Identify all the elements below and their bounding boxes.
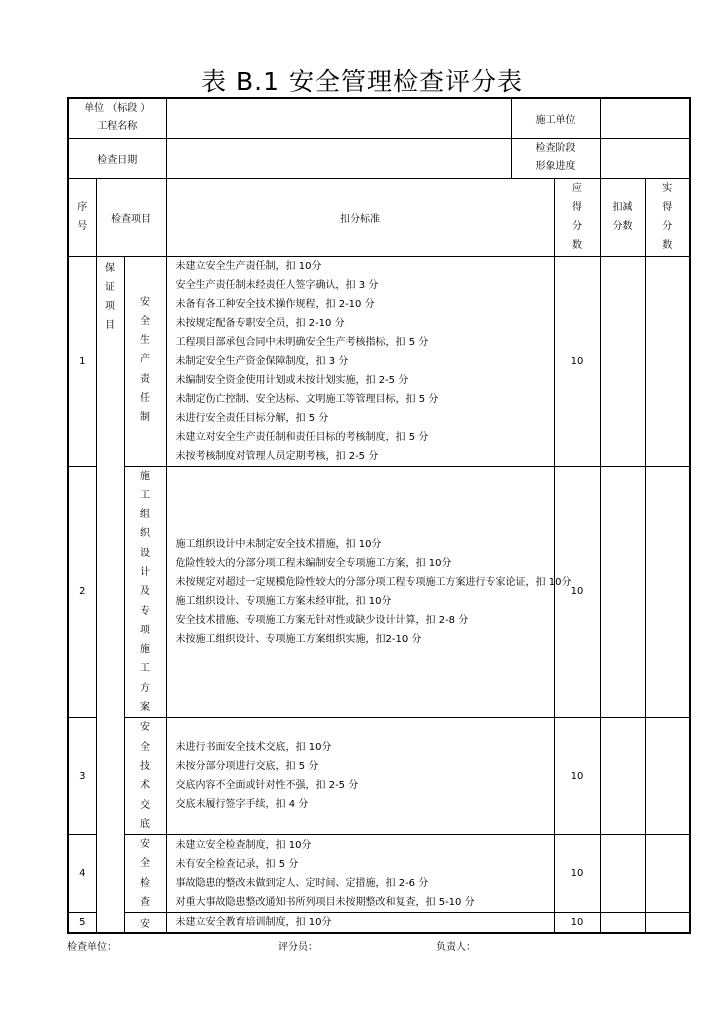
- check-date-label: 检查日期: [68, 138, 166, 178]
- col-header-actual: [645, 178, 690, 256]
- criteria-line: 未建立安全教育培训制度，扣 10分: [175, 917, 332, 929]
- row3-due-score: 10: [554, 718, 600, 835]
- row1-item: [124, 256, 166, 466]
- row3-item-text: 安全技术交底: [140, 722, 151, 830]
- col-header-actual-text: 实得分数: [662, 182, 673, 251]
- criteria-line: 未备有各工种安全技术操作规程，扣 2-10 分: [175, 298, 375, 310]
- criteria-line: 未有安全检查记录，扣 5 分: [175, 858, 299, 870]
- page-title: 表 B.1 安全管理检查评分表: [201, 67, 523, 96]
- row5-item: 安: [124, 913, 166, 934]
- footer-responsible: 负责人：: [436, 942, 476, 953]
- row2-due-score: 10: [554, 466, 600, 718]
- footer-scorer: 评分员：: [278, 942, 318, 953]
- stage-value[interactable]: [600, 138, 690, 178]
- row4-criteria: [166, 835, 554, 913]
- criteria-line: 事故隐患的整改未做到定人、定时间、定措施，扣 2-6 分: [175, 877, 429, 889]
- criteria-line: 交底内容不全面或针对性不强，扣 2-5 分: [175, 780, 359, 792]
- row1-due-score: 10: [554, 256, 600, 466]
- safety-management-score-table: [67, 97, 691, 934]
- criteria-line: 对重大事故隐患整改通知书所列项目未按期整改和复查，扣 5-10 分: [175, 896, 475, 908]
- row4-deduct-score[interactable]: [600, 835, 645, 913]
- group-label-cell: [96, 256, 124, 933]
- criteria-line: 未制定伤亡控制、安全达标、文明施工等管理目标，扣 5 分: [175, 393, 439, 405]
- unit-label-cell: [68, 98, 166, 138]
- criteria-line: 未进行书面安全技术交底，扣 10分: [175, 742, 332, 754]
- row4-seq: 4: [68, 835, 96, 913]
- criteria-line: 未建立安全生产责任制，扣 10分: [175, 260, 322, 272]
- criteria-line: 未按规定配备专职安全员，扣 2-10 分: [175, 317, 345, 329]
- row1-seq: 1: [68, 256, 96, 466]
- row4-item-text: 安全检查: [140, 839, 151, 909]
- criteria-line: 施工组织设计、专项施工方案未经审批，扣 10分: [175, 595, 392, 607]
- footer-check-unit: 检查单位：: [67, 942, 117, 953]
- unit-value-cell[interactable]: [166, 98, 600, 138]
- row3-seq: 3: [68, 718, 96, 835]
- criteria-line: 安全技术措施、专项施工方案无针对性或缺少设计计算，扣 2-8 分: [175, 614, 469, 626]
- construction-unit-value[interactable]: [600, 98, 690, 138]
- row5-seq: 5: [68, 913, 96, 934]
- row4-item: [124, 835, 166, 913]
- row2-deduct-score[interactable]: [600, 466, 645, 718]
- criteria-line: 未进行安全责任目标分解，扣 5 分: [175, 412, 329, 424]
- criteria-line: 安全生产责任制未经责任人签字确认，扣 3 分: [175, 279, 379, 291]
- unit-label-line1: 单位 （标段 ）: [84, 103, 151, 115]
- col-header-criteria: 扣分标准: [166, 178, 554, 256]
- col-header-deduct-text: 扣减分数: [612, 202, 633, 232]
- group-label: 保证项目: [105, 262, 115, 331]
- stage-label-cell: [511, 139, 600, 178]
- row3-actual-score[interactable]: [645, 718, 690, 835]
- criteria-line: 未建立对安全生产责任制和责任目标的考核制度，扣 5 分: [175, 431, 429, 443]
- row1-criteria: [166, 256, 554, 466]
- criteria-line: 未按规定对超过一定规模危险性较大的分部分项工程专项施工方案进行专家论证，扣 10分: [175, 576, 572, 588]
- col-header-seq-text: 序号: [77, 202, 88, 232]
- row2-seq: 2: [68, 466, 96, 718]
- row5-due-score: 10: [554, 913, 600, 934]
- criteria-line: 交底未履行签字手续，扣 4 分: [175, 799, 309, 811]
- row2-item: [124, 466, 166, 718]
- row3-criteria: [166, 718, 554, 835]
- stage-label-line2: 形象进度: [535, 161, 576, 172]
- row2-item-text: 施工组织设计及专项施工方案: [140, 470, 151, 714]
- criteria-line: 未制定安全生产资金保障制度，扣 3 分: [175, 355, 349, 367]
- criteria-line: 未按分部分项进行交底，扣 5 分: [175, 761, 319, 773]
- criteria-line: 未按考核制度对管理人员定期考核，扣 2-5 分: [175, 450, 379, 462]
- row3-item: [124, 718, 166, 835]
- row5-criteria: [166, 913, 554, 934]
- row1-actual-score[interactable]: [645, 256, 690, 466]
- criteria-line: 工程项目部承包合同中未明确安全生产考核指标，扣 5 分: [175, 336, 429, 348]
- col-header-deduct: [600, 178, 645, 256]
- row1-item-text: 安全生产责任制: [140, 296, 151, 424]
- row4-due-score: 10: [554, 835, 600, 913]
- stage-label-line1: 检查阶段: [535, 143, 576, 154]
- construction-unit-label: 施工单位: [511, 99, 600, 138]
- col-header-item: 检查项目: [96, 178, 166, 256]
- col-header-seq: [68, 178, 96, 256]
- row3-deduct-score[interactable]: [600, 718, 645, 835]
- row5-actual-score[interactable]: [645, 913, 690, 934]
- row1-deduct-score[interactable]: [600, 256, 645, 466]
- criteria-line: 未按施工组织设计、专项施工方案组织实施，扣2-10 分: [175, 633, 422, 645]
- unit-label-line2: 工程名称: [97, 121, 138, 133]
- col-header-due-text: 应得分数: [572, 182, 583, 251]
- row2-criteria: [166, 466, 572, 718]
- criteria-line: 施工组织设计中未制定安全技术措施，扣 10分: [175, 538, 382, 550]
- row5-deduct-score[interactable]: [600, 913, 645, 934]
- criteria-line: 未建立安全检查制度，扣 10分: [175, 839, 312, 851]
- criteria-line: 危险性较大的分部分项工程未编制安全专项施工方案，扣 10分: [175, 557, 452, 569]
- row2-actual-score[interactable]: [645, 466, 690, 718]
- col-header-due: [554, 178, 600, 256]
- criteria-line: 未编制安全资金使用计划或未按计划实施，扣 2-5 分: [175, 374, 409, 386]
- row4-actual-score[interactable]: [645, 835, 690, 913]
- check-date-value[interactable]: [166, 138, 600, 178]
